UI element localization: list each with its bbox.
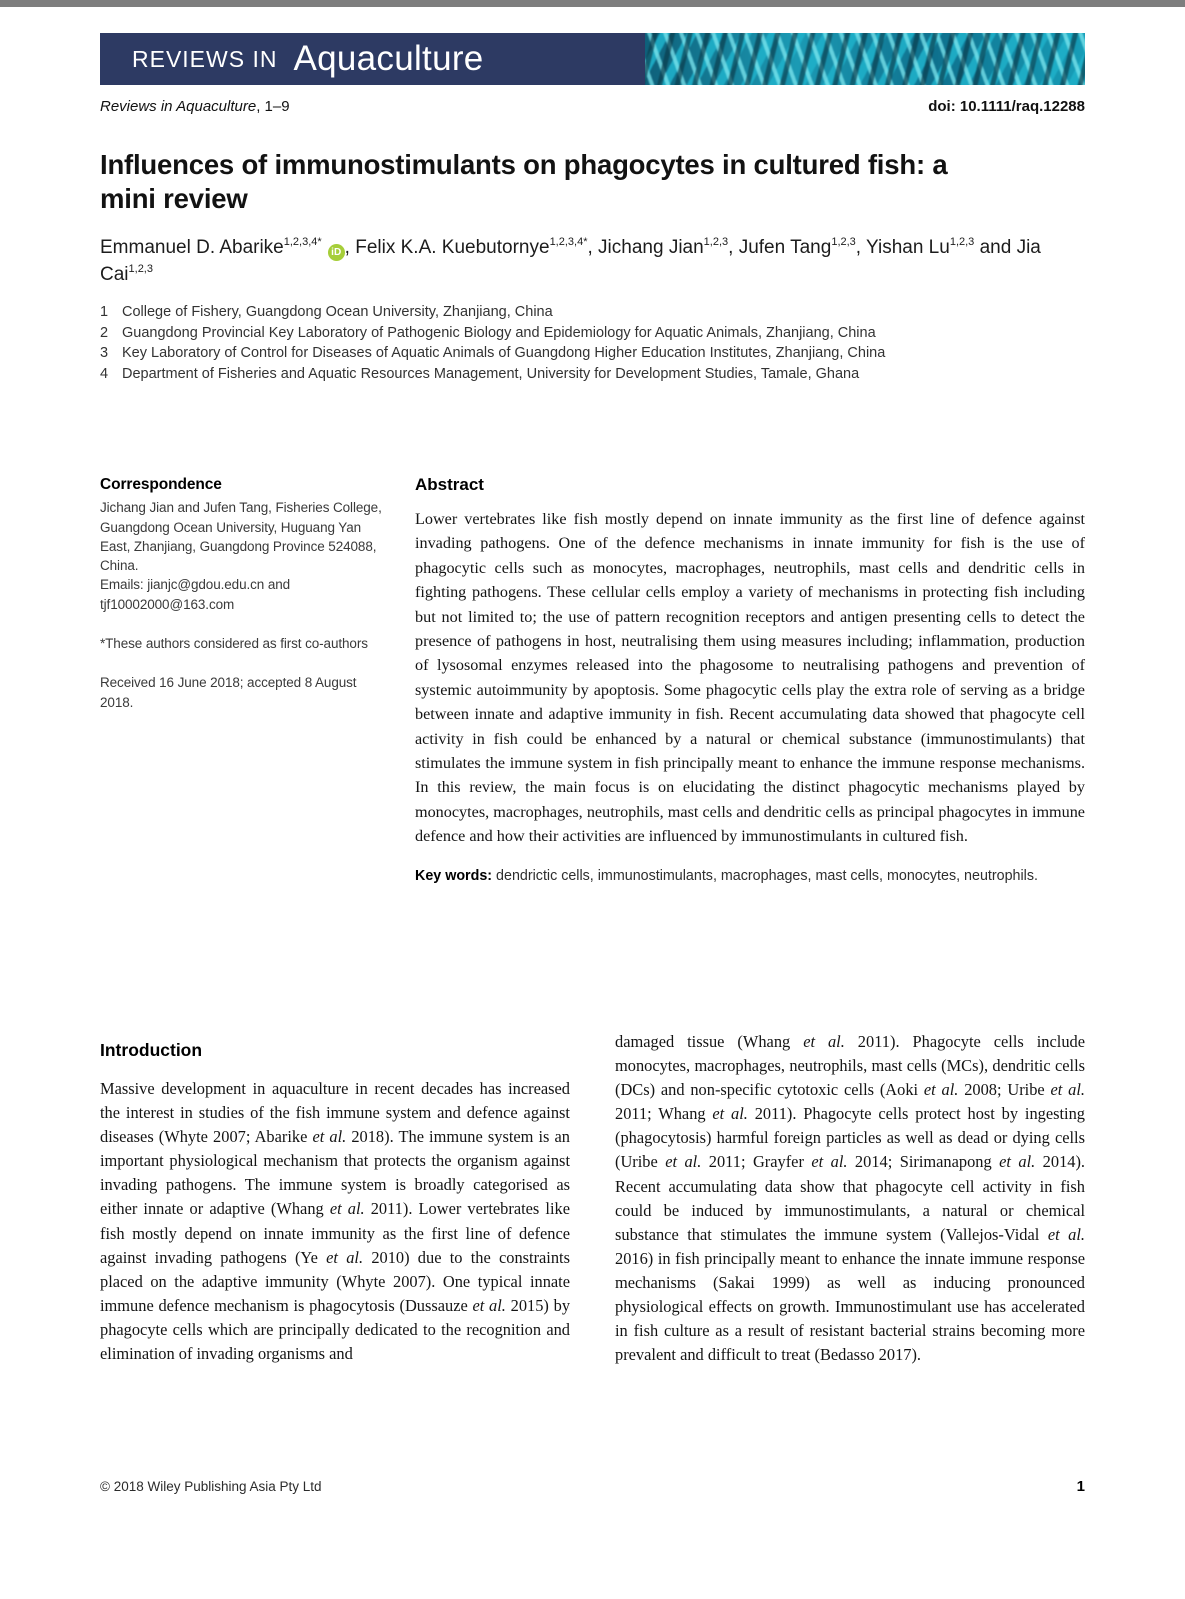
journal-banner-title-block: [100, 33, 645, 85]
keywords-line: [415, 866, 1085, 887]
affiliation-list: [100, 302, 1085, 384]
correspondence-heading: Correspondence: [100, 476, 222, 493]
affiliation-item: 2 Guangdong Provincial Key Laboratory of Pathogenic Biology and Epidemiology for Aquatic Animals, Zhanjiang, China: [100, 324, 876, 341]
correspondence-emails: Emails: jianjc@gdou.edu.cn and tjf10002000@163.com: [100, 577, 291, 612]
introduction-section: [100, 1030, 1085, 1367]
footer-copyright: © 2018 Wiley Publishing Asia Pty Ltd: [100, 1479, 322, 1494]
correspondence-address: Jichang Jian and Jufen Tang, Fisheries College, Guangdong Ocean University, Huguang Yan East, Zhanjiang, Guangdong Province 524088, China.: [100, 500, 382, 574]
keywords-text: dendrictic cells, immunostimulants, macrophages, mast cells, monocytes, neutrophils.: [496, 867, 1038, 884]
author-line: Emmanuel D. Abarike$^{1,2,3,4*}$iD , Felix K.A. Kuebutornye$^{1,2,3,4*}$, Jichang Jian$^{1,2,3}$, Jufen Tang$^{1,2,3}$, Yishan Lu$^{1,2,3}$ and Jia Cai$^{1,2,3}$: [100, 236, 1041, 286]
article-title: Influences of immunostimulants on phagocytes in cultured fish: a mini review: [100, 149, 948, 214]
intro-column-right: [615, 1030, 1085, 1367]
abstract-heading: Abstract: [415, 475, 484, 494]
introduction-heading: Introduction: [100, 1040, 203, 1060]
correspondence-column: [100, 475, 392, 887]
keywords-label: Key words:: [415, 867, 493, 884]
author-name: Emmanuel D. Abarike: [100, 237, 284, 259]
banner-fish-photo: [645, 33, 1085, 85]
received-accepted-dates: Received 16 June 2018; accepted 8 August 2018.: [100, 675, 357, 710]
page-footer: [100, 1478, 1085, 1495]
journal-meta-row: [100, 98, 1085, 115]
journal-ref: Reviews in Aquaculture, 1–9: [100, 98, 290, 115]
journal-banner-title: Aquaculture: [293, 39, 484, 78]
banner-fish-photo-texture: [645, 33, 1085, 85]
masthead: [100, 33, 1085, 384]
author-name: Jia Cai: [100, 237, 1041, 286]
author-name: Felix K.A. Kuebutornye: [355, 237, 550, 259]
first-coauthors-note: *These authors considered as first co-authors: [100, 636, 368, 652]
journal-banner: [100, 33, 1085, 85]
author-name: Jufen Tang: [738, 237, 832, 259]
orcid-icon[interactable]: iD: [328, 244, 345, 261]
doi-text: doi: 10.1111/raq.12288: [928, 98, 1085, 115]
abstract-block: [100, 475, 1085, 887]
affiliation-item: 4 Department of Fisheries and Aquatic Resources Management, University for Development Studies, Tamale, Ghana: [100, 365, 860, 382]
affiliation-item: 3 Key Laboratory of Control for Diseases of Aquatic Animals of Guangdong Higher Education Institutes, Zhanjiang, China: [100, 345, 886, 362]
journal-banner-prefix: REVIEWS IN: [132, 45, 278, 72]
intro-paragraph-left: Massive development in aquaculture in recent decades has increased the interest in studies of the fish immune system and defence against diseases (Whyte 2007; Abarike et al. 2018). The immune system is an important physiological mechanism that protects the organism against invading pathogens. The immune system is broadly categorised as either innate or adaptive (Whang et al. 2011). Lower vertebrates like fish mostly depend on innate immunity as the first line of defence against invading pathogens (Ye et al. 2010) due to the constraints placed on the adaptive immunity (Whyte 2007). One typical innate immune defence mechanism is phagocytosis (Dussauze et al. 2015) by phagocyte cells which are principally dedicated to the recognition and elimination of invading organisms and: [100, 1079, 571, 1364]
intro-paragraph-right: damaged tissue (Whang et al. 2011). Phagocyte cells include monocytes, macrophages, neutrophils, mast cells (MCs), dendritic cells (DCs) and non-specific cytotoxic cells (Aoki et al. 2008; Uribe et al. 2011; Whang et al. 2011). Phagocyte cells protect host by ingesting (phagocytosis) harmful foreign particles as well as dead or dying cells (Uribe et al. 2011; Grayfer et al. 2014; Sirimanapong et al. 2014). Recent accumulating data show that phagocyte cell activity in fish could be induced by immunostimulants, a natural or chemical substance that stimulates the immune system (Vallejos-Vidal et al. 2016) in fish principally meant to enhance the innate immune response mechanisms (Sakai 1999) as well as inducing pronounced physiological effects on growth. Immunostimulant use has accelerated in fish culture as a result of resistant bacterial strains becoming more prevalent and difficult to treat (Bedasso 2017).: [615, 1032, 1086, 1365]
abstract-body: Lower vertebrates like fish mostly depend on innate immunity as the first line of defence against invading pathogens. One of the defence mechanisms in innate immunity for fish is the use of phagocytic cells such as monocytes, macrophages, neutrophils, mast cells and dendritic cells in fighting pathogens. These cellular cells employ a variety of mechanisms in protecting fish including but not limited to; the use of pattern recognition receptors and antigen presenting cells to detect the presence of pathogens in host, neutralising them using measures including; inflammation, production of lysosomal enzymes released into the phagosome to neutralising pathogens and prevention of systemic autoimmunity by apoptosis. Some phagocytic cells play the extra role of serving as a bridge between innate and adaptive immunity in fish. Recent accumulating data showed that phagocyte cell activity in fish could be enhanced by a natural or chemical substance (immunostimulants) that stimulates the immune system in fish principally meant to enhance the immune response mechanisms. In this review, the main focus is on elucidating the distinct phagocytic mechanisms played by monocytes, macrophages, neutrophils, mast cells and dendritic cells as principal phagocytes in immune defence and how their activities are influenced by immunostimulants in cultured fish.: [415, 510, 1085, 846]
author-name: Jichang Jian: [598, 237, 704, 259]
intro-column-left: [100, 1030, 570, 1367]
abstract-column: [415, 475, 1085, 887]
author-name: Yishan Lu: [866, 237, 950, 259]
viewer-top-bar: [0, 0, 1185, 7]
affiliation-item: 1 College of Fishery, Guangdong Ocean University, Zhanjiang, China: [100, 304, 553, 321]
page-number: 1: [1076, 1478, 1085, 1495]
